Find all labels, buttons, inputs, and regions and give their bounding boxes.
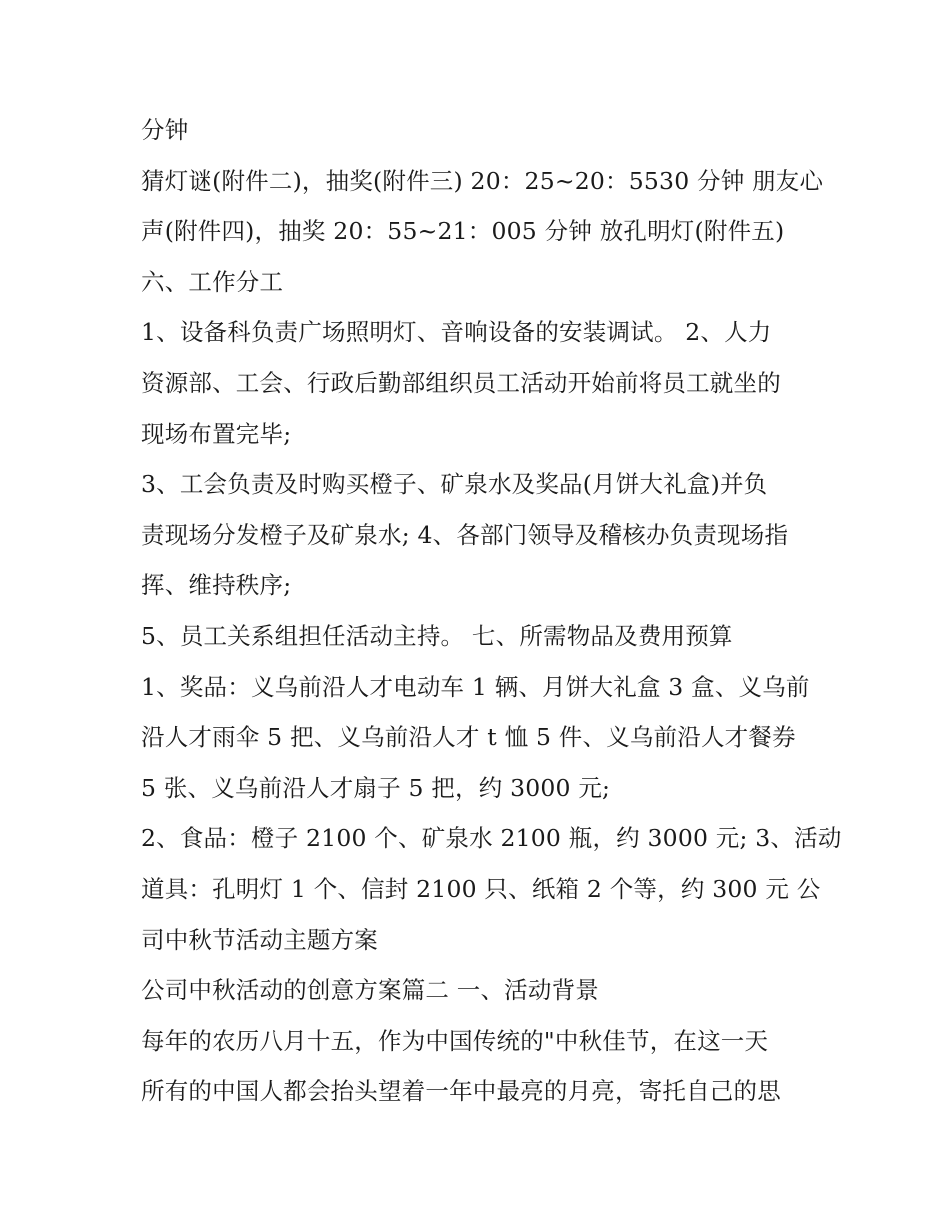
text-line: 资源部、工会、行政后勤部组织员工活动开始前将员工就坐的 [141,369,781,397]
text-line: 分钟 [141,116,189,144]
text-line: 5、员工关系组担任活动主持。 七、所需物品及费用预算 [141,622,733,650]
text-line: 猜灯谜(附件二)，抽奖(附件三) 20：25~20：5530 分钟 朋友心 [141,167,824,195]
text-line: 声(附件四)，抽奖 20：55~21：005 分钟 放孔明灯(附件五) [141,217,785,245]
text-line: 所有的中国人都会抬头望着一年中最亮的月亮，寄托自己的思 [141,1077,781,1105]
text-line: 责现场分发橙子及矿泉水; 4、各部门领导及稽核办负责现场指 [141,521,789,549]
text-line: 现场布置完毕; [141,420,292,448]
text-line: 5 张、义乌前沿人才扇子 5 把，约 3000 元; [141,774,611,802]
text-line: 挥、维持秩序; [141,571,292,599]
text-line: 道具：孔明灯 1 个、信封 2100 只、纸箱 2 个等，约 300 元 公 [141,875,821,903]
text-line: 每年的农历八月十五，作为中国传统的"中秋佳节，在这一天 [141,1027,769,1055]
text-line: 3、工会负责及时购买橙子、矿泉水及奖品(月饼大礼盒)并负 [141,470,768,498]
text-line: 1、设备科负责广场照明灯、音响设备的安装调试。 2、人力 [141,318,772,346]
text-line: 沿人才雨伞 5 把、义乌前沿人才 t 恤 5 件、义乌前沿人才餐券 [141,723,796,751]
text-line: 公司中秋活动的创意方案篇二 一、活动背景 [141,976,599,1004]
text-line: 2、食品：橙子 2100 个、矿泉水 2100 瓶，约 3000 元; 3、活动 [141,824,842,852]
text-line: 1、奖品：义乌前沿人才电动车 1 辆、月饼大礼盒 3 盒、义乌前 [141,673,810,701]
section-heading: 六、工作分工 [141,268,284,296]
text-line: 司中秋节活动主题方案 [141,926,378,954]
